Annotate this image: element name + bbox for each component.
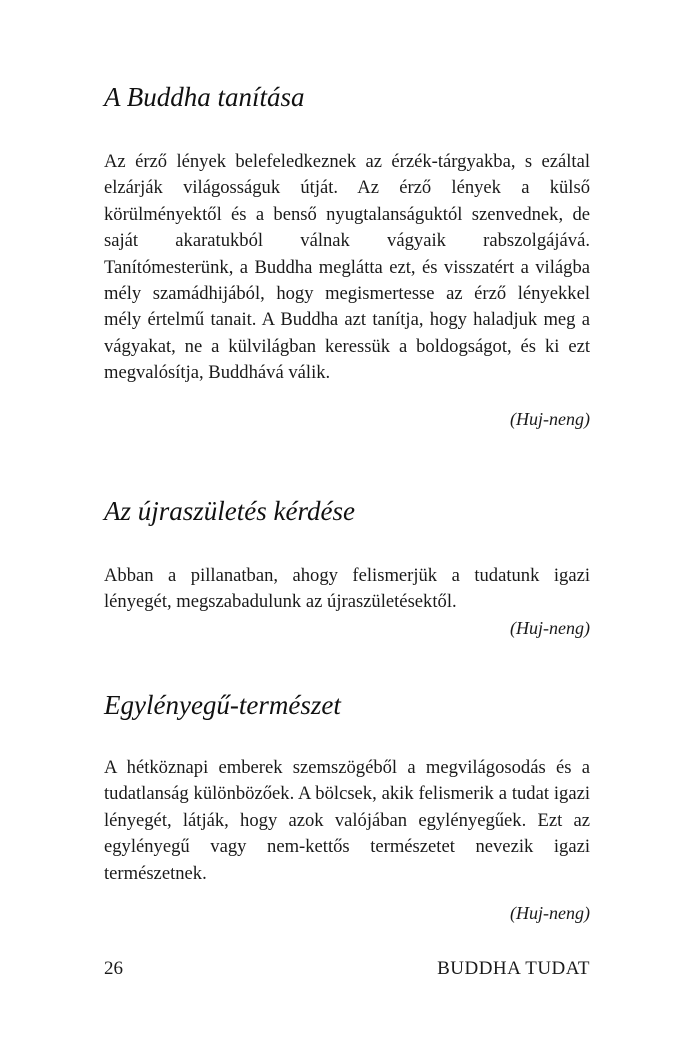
section-body: Az érző lények belefeledkeznek az érzék-tárgyakba, s ezáltal elzárják világosságuk útját. Az érző lények a külső körülményektől és a benső nyugtalanságuktól szenvednek, de saját akaratukból válnak vágyaik rabszolgájává. Tanítómesterünk, a Buddha meglátta ezt, és visszatért a világba mély szamádhijából, hogy megismertesse az érző lényekkel mély értelmű tanait. A Buddha azt tanítja, hogy haladjuk meg a vágyakat, ne a külvilágban keressük a boldogságot, és ki ezt megvalósítja, Buddhává válik. (104, 151, 590, 384)
section-buddha-teaching (104, 82, 590, 430)
section-attribution: (Huj-neng) (510, 903, 590, 924)
section-title: Egylényegű-természet (104, 690, 341, 720)
section-body: A hétköznapi emberek szemszögéből a megvilágosodás és a tudatlanság különbözőek. A bölcsek, akik felismerik a tudat igazi lényegét, látják, hogy azok valójában egylényegűek. Ezt az egylényegű vagy nem-kettős természetet nevezik igazi természetnek. (104, 757, 590, 884)
page-number: 26 (104, 958, 123, 979)
section-attribution: (Huj-neng) (510, 617, 590, 638)
section-title: A Buddha tanítása (104, 82, 305, 112)
section-rebirth-question (104, 496, 590, 639)
section-title: Az újraszületés kérdése (104, 496, 355, 526)
running-title: BUDDHA TUDAT (437, 958, 590, 979)
section-attribution: (Huj-neng) (510, 408, 590, 429)
section-one-essence-nature (104, 690, 590, 924)
section-body: Abban a pillanatban, ahogy felismerjük a tudatunk igazi lényegét, megszabadulunk az újraszületésektől. (104, 565, 590, 613)
